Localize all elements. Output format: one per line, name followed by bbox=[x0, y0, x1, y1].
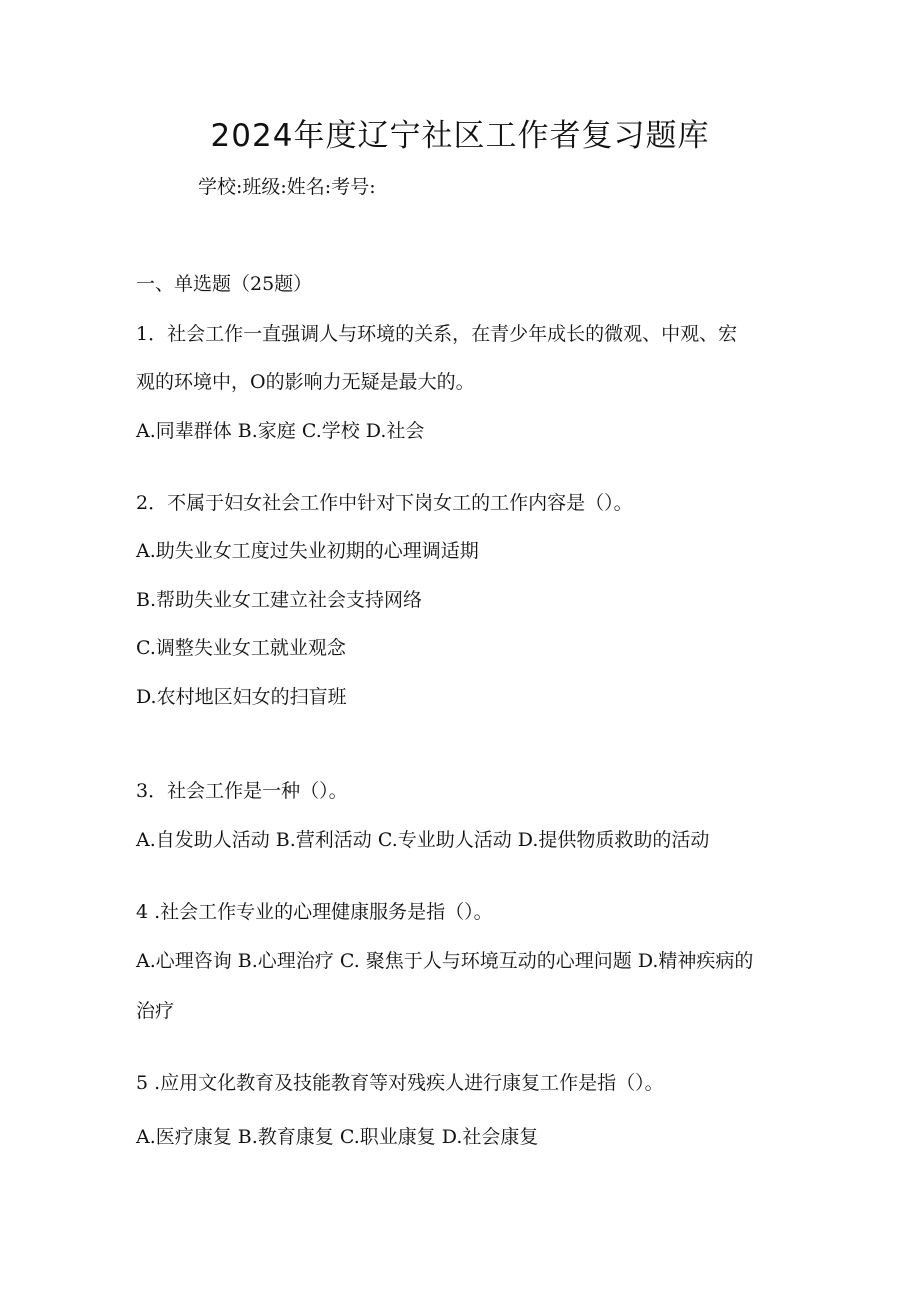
question-4-options-line-1: A.心理咨询 B.心理治疗 C. 聚焦于人与环境互动的心理问题 D.精神疾病的 bbox=[136, 950, 754, 972]
question-2-stem: 2．不属于妇女社会工作中针对下岗女工的工作内容是（）。 bbox=[136, 492, 633, 514]
student-info-line: 学校:班级:姓名:考号: bbox=[198, 176, 376, 198]
section-heading: 一、单选题（25题） bbox=[136, 273, 313, 295]
question-2-option-c: C.调整失业女工就业观念 bbox=[136, 637, 346, 659]
question-3-stem: 3．社会工作是一种（）。 bbox=[136, 780, 348, 802]
question-2-option-a: A.助失业女工度过失业初期的心理调适期 bbox=[136, 540, 479, 562]
document-title: 2024年度辽宁社区工作者复习题库 bbox=[210, 118, 710, 154]
question-1-stem-line-2: 观的环境中，O的影响力无疑是最大的。 bbox=[136, 371, 475, 393]
question-1-options: A.同辈群体 B.家庭 C.学校 D.社会 bbox=[136, 420, 425, 442]
question-4-options-line-2: 治疗 bbox=[136, 1000, 175, 1022]
question-5-stem: 5 .应用文化教育及技能教育等对残疾人进行康复工作是指（）。 bbox=[136, 1072, 664, 1094]
question-1-stem-line-1: 1．社会工作一直强调人与环境的关系，在青少年成长的微观、中观、宏 bbox=[136, 323, 738, 345]
question-2-option-d: D.农村地区妇女的扫盲班 bbox=[136, 686, 347, 708]
question-4-stem: 4 .社会工作专业的心理健康服务是指（）。 bbox=[136, 901, 493, 923]
question-3-options: A.自发助人活动 B.营利活动 C.专业助人活动 D.提供物质救助的活动 bbox=[136, 829, 710, 851]
question-5-options: A.医疗康复 B.教育康复 C.职业康复 D.社会康复 bbox=[136, 1126, 539, 1148]
question-2-option-b: B.帮助失业女工建立社会支持网络 bbox=[136, 589, 423, 611]
